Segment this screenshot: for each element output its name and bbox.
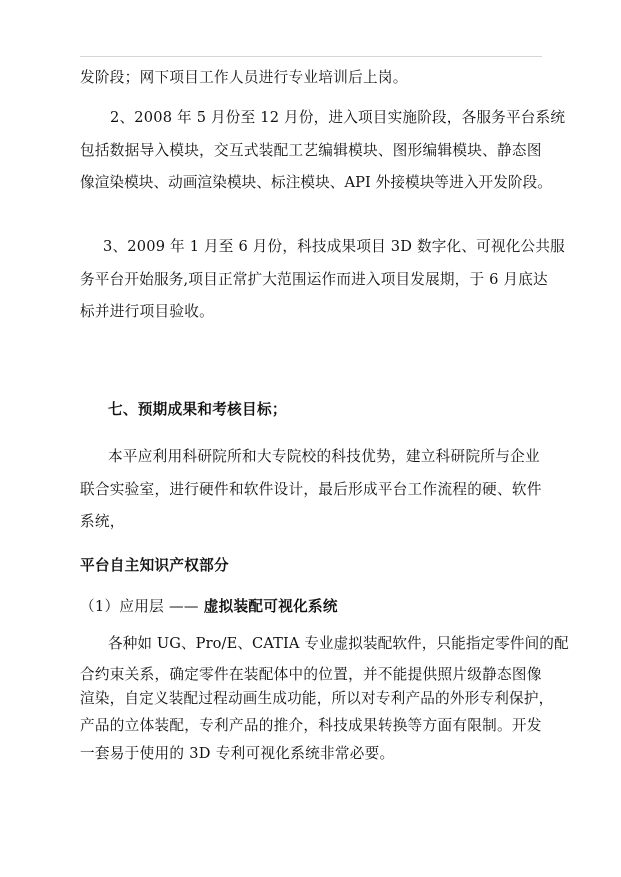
text-line: 各种如 UG、Pro/E、CATIA 专业虚拟装配软件，只能指定零件间的配	[108, 635, 569, 652]
item-heading	[80, 597, 338, 617]
text-line: 产品的立体装配，专利产品的推介，科技成果转换等方面有限制。开发	[80, 717, 542, 734]
text-line: 包括数据导入模块，交互式装配工艺编辑模块、图形编辑模块、静态图	[80, 142, 542, 159]
text-line: 联合实验室，进行硬件和软件设计，最后形成平台工作流程的硬、软件	[80, 481, 542, 498]
text-line: 合约束关系，确定零件在装配体中的位置，并不能提供照片级静态图像	[80, 666, 542, 683]
text-line: 系统，	[80, 513, 125, 530]
text-line: 发阶段；网下项目工作人员进行专业培训后上岗。	[80, 69, 408, 86]
text-line: 本平应利用科研院所和大专院校的科技优势，建立科研院所与企业	[108, 448, 540, 465]
text-line: 务平台开始服务,项目正常扩大范围运作而进入项目发展期，于 6 月底达	[80, 271, 548, 288]
text-line: 渲染，自定义装配过程动画生成功能，所以对专利产品的外形专利保护，	[80, 690, 554, 707]
text-line: 2、2008 年 5 月份至 12 月份，进入项目实施阶段，各服务平台系统	[110, 109, 566, 126]
text-line: 一套易于使用的 3D 专利可视化系统非常必要。	[80, 745, 395, 762]
text-line: 标并进行项目验收。	[80, 303, 215, 320]
item-label: （1）应用层 ——	[80, 598, 199, 615]
text-line: 像渲染模块、动画渲染模块、标注模块、API 外接模块等进入开发阶段。	[80, 174, 552, 191]
header-rule	[80, 56, 542, 57]
subsection-heading: 平台自主知识产权部分	[80, 557, 229, 574]
text-line: 3、2009 年 1 月至 6 月份，科技成果项目 3D 数字化、可视化公共服	[103, 238, 565, 255]
item-title: 虚拟装配可视化系统	[203, 598, 338, 615]
section-heading: 七、预期成果和考核目标；	[108, 401, 287, 418]
